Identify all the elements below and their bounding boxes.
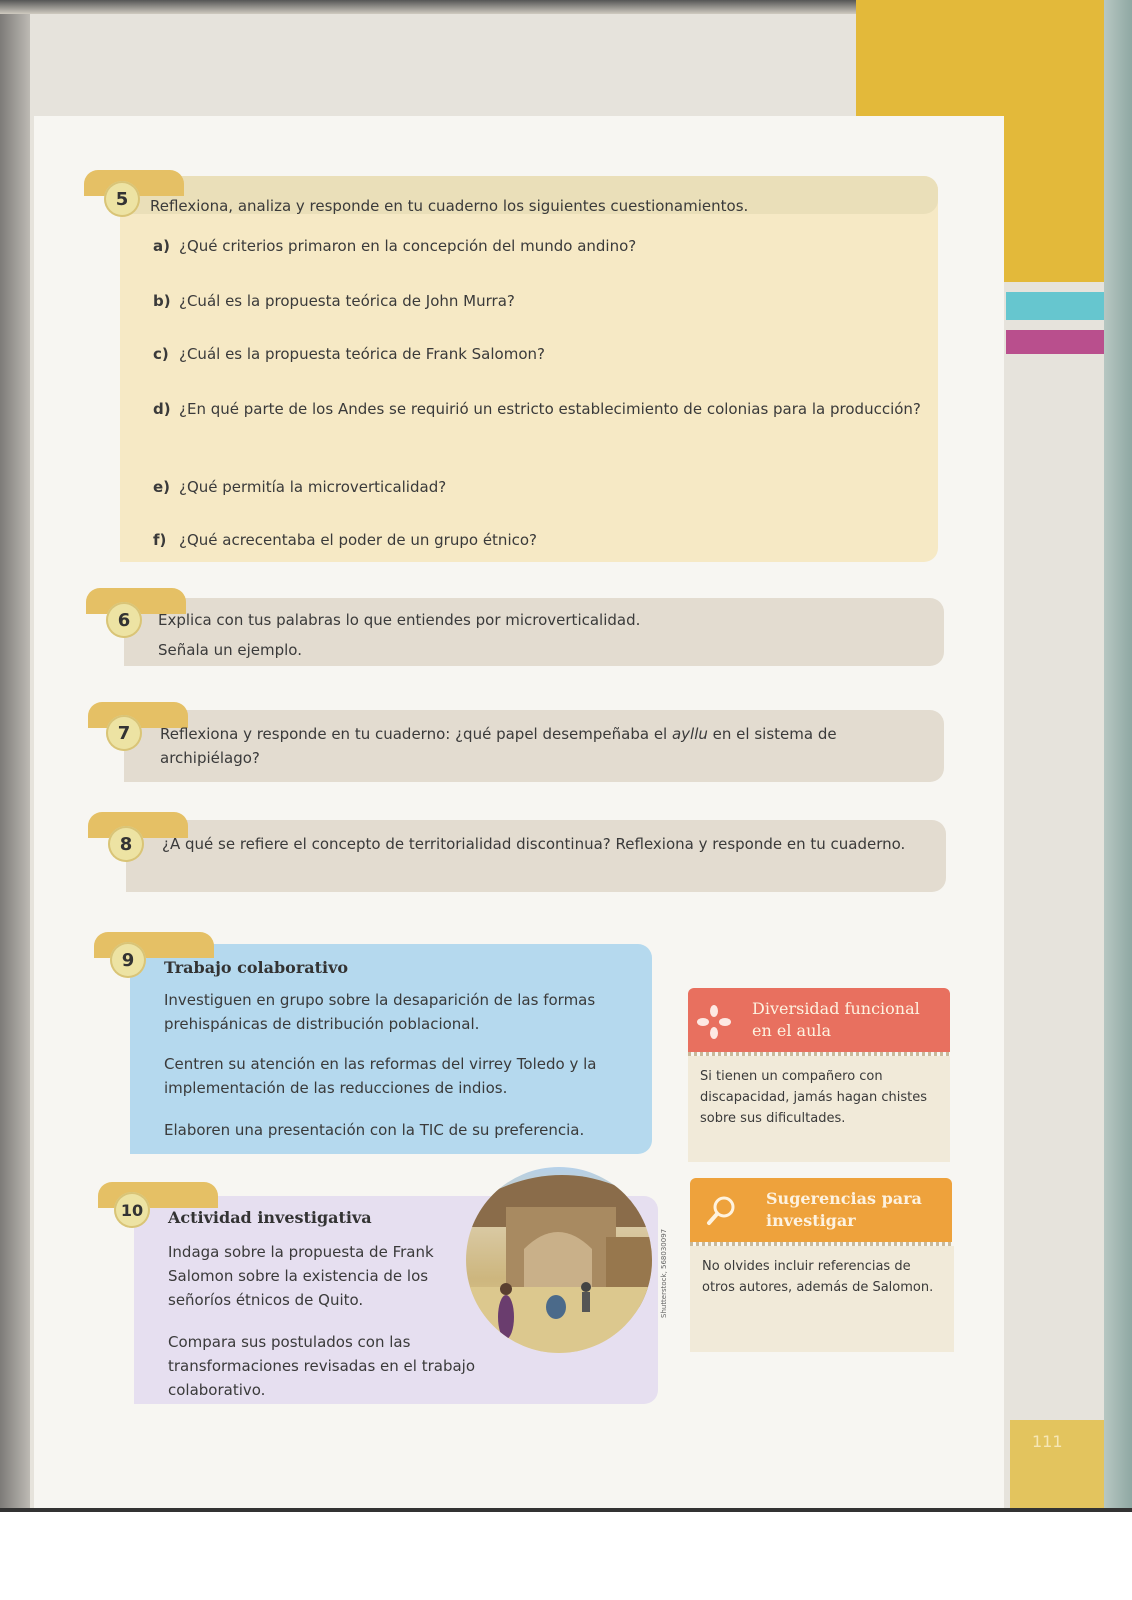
ayllu-term: ayllu [671,725,708,743]
activity-7-text [160,722,930,770]
decorative-magenta-stripe [1006,330,1104,354]
activity-8-badge: 8 [108,826,144,862]
activity-5-intro: Reflexiona, analiza y responde en tu cuaderno los siguientes cuestionamientos. [150,197,749,215]
archaeological-site-photo [466,1167,652,1353]
bottom-edge [0,1508,1132,1512]
activity-8-box [126,820,946,892]
activity-9-title: Trabajo colaborativo [164,958,349,977]
activity-9-badge: 9 [110,942,146,978]
sidebar-research-title: Sugerencias para investigar [766,1189,922,1230]
photo-credit: Shutterstock, 568030097 [660,1228,668,1318]
photo-illustration [466,1167,652,1353]
activity-10-title: Actividad investigativa [168,1208,372,1227]
question-text: ¿Qué permitía la microverticalidad? [179,478,447,496]
sidebar-research-body: No olvides incluir referencias de otros autores, además de Salomon. [690,1246,954,1352]
question-e [153,475,923,499]
activity-9-paragraph-2: Centren su atención en las reformas del virrey Toledo y la implementación de las reducciones de indios. [164,1055,597,1097]
activity-7-text-end: en el sistema de archipiélago? [160,725,837,767]
activity-7-text-start: Reflexiona y responde en tu cuaderno: ¿qué papel desempeñaba el [160,725,672,743]
question-text: ¿En qué parte de los Andes se requirió un estricto establecimiento de colonias para la producción? [179,400,921,418]
question-letter: b) [153,292,171,310]
question-letter: f) [153,531,167,549]
question-text: ¿Cuál es la propuesta teórica de Frank Salomon? [179,345,545,363]
question-f [153,528,923,552]
question-d [153,397,939,421]
activity-6-line-1: Explica con tus palabras lo que entiendes por microverticalidad. [158,611,641,629]
activity-6-badge: 6 [106,602,142,638]
book-spine-shadow [0,0,30,1510]
activity-7-badge: 7 [106,715,142,751]
question-letter: a) [153,237,170,255]
activity-6-line-2: Señala un ejemplo. [158,641,302,659]
question-text: ¿Cuál es la propuesta teórica de John Murra? [179,292,515,310]
page-number: 111 [1032,1432,1063,1451]
decorative-cyan-stripe [1006,292,1104,320]
activity-5-badge: 5 [104,181,140,217]
activity-10-paragraph-2: Compara sus postulados con las transformaciones revisadas en el trabajo colaborativo. [168,1333,476,1399]
activity-9-paragraph-3: Elaboren una presentación con la TIC de su preferencia. [164,1121,585,1139]
activity-10-badge: 10 [114,1192,150,1228]
magnifier-icon [704,1192,740,1228]
activity-9-paragraph-1: Investiguen en grupo sobre la desaparición de las formas prehispánicas de distribución poblacional. [164,991,596,1033]
question-letter: d) [153,400,171,418]
question-a [153,234,923,258]
sidebar-diversity-title: Diversidad funcional en el aula [752,999,920,1040]
activity-8-text: ¿A qué se refiere el concepto de territorialidad discontinua? Reflexiona y responde en tu cuaderno. [162,835,906,853]
activity-10-paragraph-1: Indaga sobre la propuesta de Frank Salomon sobre la existencia de los señoríos étnicos de Quito. [168,1243,434,1309]
question-letter: c) [153,345,169,363]
question-text: ¿Qué criterios primaron en la concepción del mundo andino? [179,237,637,255]
question-c [153,342,923,366]
question-text: ¿Qué acrecentaba el poder de un grupo étnico? [179,531,537,549]
sidebar-diversity-body: Si tienen un compañero con discapacidad, jamás hagan chistes sobre sus dificultades. [688,1056,950,1162]
flower-icon [696,1004,732,1040]
question-b [153,289,923,313]
page-edge-strip [1104,0,1132,1510]
question-letter: e) [153,478,171,496]
